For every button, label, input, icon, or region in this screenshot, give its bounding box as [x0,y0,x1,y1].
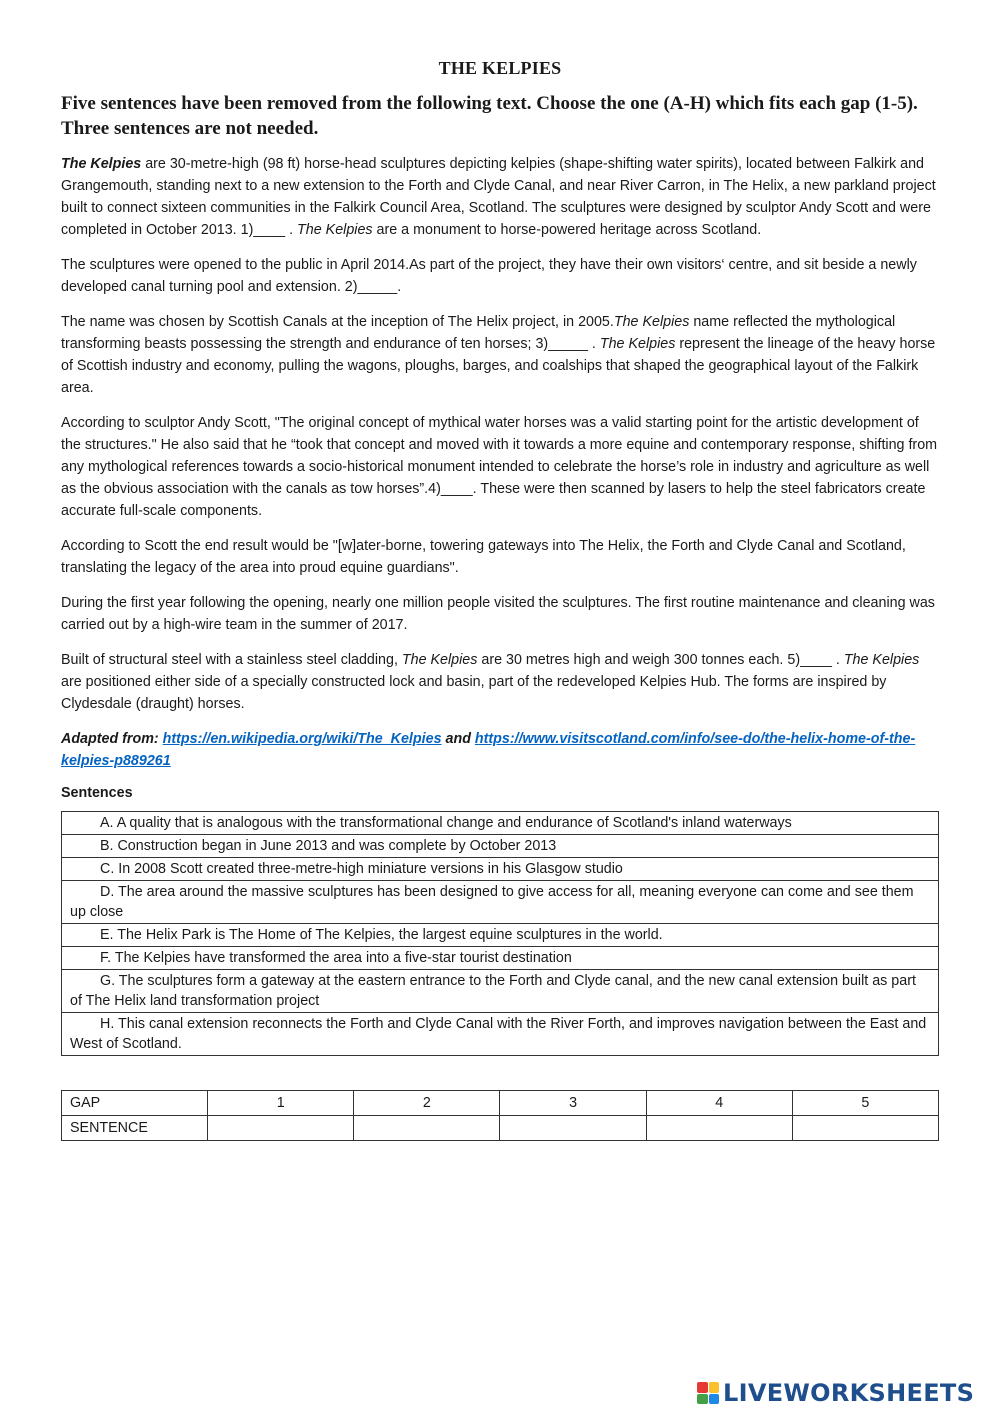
answer-cell-3[interactable] [500,1116,646,1141]
sentence-row [62,1116,939,1141]
sentence-option-d: D. The area around the massive sculptures has been designed to give access for all, meaning everyone can come and see them up close [62,881,939,924]
sentence-option-c: C. In 2008 Scott created three-metre-high miniature versions in his Glasgow studio [62,858,939,881]
sentence-option-h: H. This canal extension reconnects the Forth and Clyde Canal with the River Forth, and improves navigation between the East and West of Scotland. [62,1013,939,1056]
paragraph-4: According to sculptor Andy Scott, "The original concept of mythical water horses was a valid starting point for the artistic development of the structures." He also said that he “took that concept and moved with it towards a more equine and contemporary response, shifting from any mythological references towards a socio-historical monument intended to celebrate the horse’s role in industry and agriculture as well as the obvious association with the canals as tow horses”.4)____. These were then scanned by lasers to help the steel fabricators create accurate full-scale components. [61,415,938,519]
answer-table [61,1090,939,1141]
sentence-option-a: A. A quality that is analogous with the transformational change and endurance of Scotland's inland waterways [62,812,939,835]
table-row [62,1013,939,1056]
answer-cell-5[interactable] [792,1116,938,1141]
paragraph-1: The Kelpies are 30-metre-high (98 ft) horse-head sculptures depicting kelpies (shape-shifting water spirits), located between Falkirk and Grangemouth, standing next to a new extension to the Forth and Clyde Canal, and near River Carron, in The Helix, a new parkland project built to connect sixteen communities in the Falkirk Council Area, Scotland. The sculptures were designed by sculptor Andy Scott and were completed in October 2013. 1)____ . The Kelpies are a monument to horse-powered heritage across Scotland. [61,156,936,238]
worksheet-page [61,58,939,1141]
table-row [62,835,939,858]
table-row [62,970,939,1013]
liveworksheets-logo-icon [697,1382,719,1404]
gap-number: 1 [208,1091,354,1116]
gap-number: 3 [500,1091,646,1116]
liveworksheets-logo[interactable] [697,1378,974,1408]
paragraph-7: Built of structural steel with a stainless steel cladding, The Kelpies are 30 metres high and weigh 300 tonnes each. 5)____ . The Kelpies are positioned either side of a specially constructed lock and basin, part of the redeveloped Kelpies Hub. The forms are inspired by Clydesdale (draught) horses. [61,652,920,712]
logo-text: LIVEWORKSHEETS [723,1379,975,1407]
sentence-label: SENTENCE [62,1116,208,1141]
sentence-option-b: B. Construction began in June 2013 and was complete by October 2013 [62,835,939,858]
table-row [62,947,939,970]
paragraph-6: During the first year following the opening, nearly one million people visited the sculptures. The first routine maintenance and cleaning was carried out by a high-wire team in the summer of 2017. [61,595,935,633]
gap-number: 2 [354,1091,500,1116]
table-row [62,924,939,947]
paragraph-3: The name was chosen by Scottish Canals at the inception of The Helix project, in 2005.The Kelpies name reflected the mythological transforming beasts possessing the strength and endurance of ten horses; 3)_____ . The Kelpies represent the lineage of the heavy horse of Scottish industry and economy, pulling the wagons, ploughs, barges, and coalships that shaped the geographical layout of the Falkirk area. [61,314,936,396]
sentence-option-g: G. The sculptures form a gateway at the eastern entrance to the Forth and Clyde canal, and the new canal extension built as part of The Helix land transformation project [62,970,939,1013]
sentences-heading: Sentences [61,785,133,801]
answer-cell-4[interactable] [646,1116,792,1141]
gap-row [62,1091,939,1116]
answer-cell-1[interactable] [208,1116,354,1141]
answer-cell-2[interactable] [354,1116,500,1141]
gap-label: GAP [62,1091,208,1116]
wikipedia-link[interactable]: https://en.wikipedia.org/wiki/The_Kelpies [162,731,442,747]
page-title: THE KELPIES [438,58,562,78]
gap-number: 4 [646,1091,792,1116]
instructions: Five sentences have been removed from the following text. Choose the one (A-H) which fits each gap (1-5). Three sentences are not needed. [61,93,918,139]
sentence-option-e: E. The Helix Park is The Home of The Kelpies, the largest equine sculptures in the world. [62,924,939,947]
table-row [62,812,939,835]
table-row [62,881,939,924]
paragraph-2: The sculptures were opened to the public in April 2014.As part of the project, they have their own visitors‘ centre, and sit beside a newly developed canal turning pool and extension. 2)_____. [61,257,917,295]
sentences-table [61,811,939,1056]
sentence-option-f: F. The Kelpies have transformed the area into a five-star tourist destination [62,947,939,970]
visitscotland-link[interactable]: https://www.visitscotland.com/info/see-do/the-helix-home-of-the-kelpies-p889261 [61,731,916,769]
gap-number: 5 [792,1091,938,1116]
source-citation: Adapted from: https://en.wikipedia.org/wiki/The_Kelpies and https://www.visitscotland.com/info/see-do/the-helix-home-of-the-kelpies-p889261 [61,731,916,769]
paragraph-5: According to Scott the end result would be "[w]ater-borne, towering gateways into The Helix, the Forth and Clyde Canal and Scotland, translating the legacy of the area into proud equine guardians". [61,538,906,576]
table-row [62,858,939,881]
